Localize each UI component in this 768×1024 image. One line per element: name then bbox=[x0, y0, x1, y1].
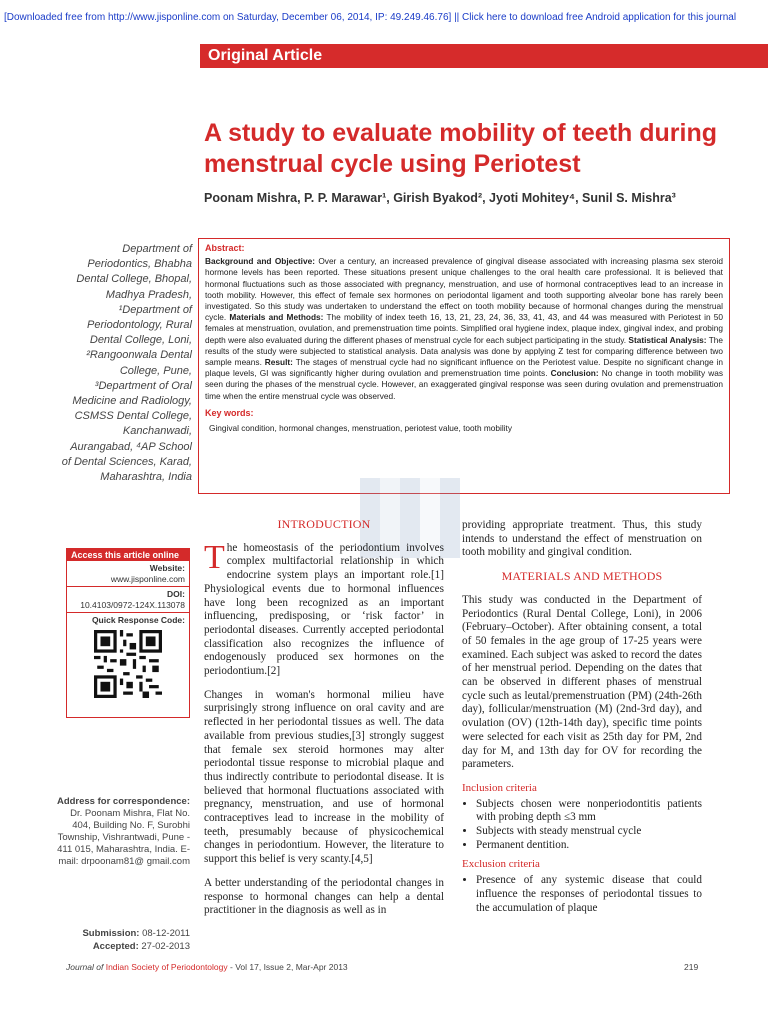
footer-journal-prefix: Journal of bbox=[66, 962, 104, 972]
doi-row bbox=[67, 587, 189, 613]
intro-paragraph-2: Changes in woman's hormonal milieu have surprisingly strong influence on oral cavity and are reflected in her periodontal tissues as well. The data available from previous studies,[3] strongly suggest that female sex steroid hormones may alter periodontal tissue response to microbial plaque and thus indirectly contribute to periodontal disease. It is believed that hormonal fluctuations associated with pregnancy, menstruation, and use of hormonal contraceptives lead to increase in the mobility of teeth, presumably because of physicochemical changes in periodontium. However, the literature to support this belief is very scanty.[4,5] bbox=[204, 688, 444, 866]
access-article-box bbox=[66, 548, 190, 718]
website-row bbox=[67, 561, 189, 587]
doi-value[interactable]: 10.4103/0972-124X.113078 bbox=[80, 599, 185, 610]
exclusion-criteria-heading: Exclusion criteria bbox=[462, 858, 540, 871]
author-list: Poonam Mishra, P. P. Marawar¹, Girish Byakod², Jyoti Mohitey⁴, Sunil S. Mishra³ bbox=[204, 191, 676, 205]
website-link[interactable]: www.jisponline.com bbox=[110, 573, 185, 584]
left-text-column bbox=[204, 518, 444, 928]
intro-continuation: providing appropriate treatment. Thus, this study intends to understand the effect of menstruation on tooth mobility and gingival condition. bbox=[462, 519, 702, 559]
article-type-label: Original Article bbox=[200, 44, 768, 68]
abstract-text bbox=[205, 256, 723, 402]
exclusion-criteria-list bbox=[462, 874, 702, 915]
right-text-column bbox=[462, 519, 702, 921]
article-title: A study to evaluate mobility of teeth during menstrual cycle using Periotest bbox=[204, 119, 718, 178]
introduction-heading: INTRODUCTION bbox=[277, 517, 371, 531]
inclusion-criteria-list bbox=[462, 798, 702, 853]
abstract-background-text: Over a century, an increased prevalence of gingival disease associated with increasing plasma sex steroid hormone levels has been reported. These situations present unique challenges to the oral health care professional. It is believed that hormonal fluctuations such as those associated with pregnancy, menstruation, and use of hormonal contraceptives lead to an increase in tooth mobility. However, this effect of female sex hormones on periodontal ligament and tooth supporting alveolar bone has rarely been investigated. So this study was undertaken to understand the effect on tooth mobility because of hormonal changes during the menstrual cycle. bbox=[205, 256, 723, 323]
page-number: 219 bbox=[684, 962, 699, 972]
accepted-date: 27-02-2013 bbox=[141, 940, 190, 952]
abstract-result-label: Result: bbox=[264, 357, 293, 368]
submission-date-row bbox=[56, 928, 190, 941]
correspondence-label: Address for correspondence: bbox=[56, 796, 190, 807]
qr-row bbox=[67, 613, 189, 700]
keywords-list: Gingival condition, hormonal changes, menstruation, periotest value, tooth mobility bbox=[209, 423, 513, 434]
accepted-date-row bbox=[56, 941, 190, 954]
footer-issue: - Vol 17, Issue 2, Mar-Apr 2013 bbox=[230, 962, 348, 972]
intro-paragraph-1-text: he homeostasis of the periodontium involves complex multifactorial relationship in which endocrine system plays an important role.[1] Physiological events due to hormonal influences have long been recognized as an important influencing, predisposing, or ‘risk factor’ in periodontal diseases. Currently accepted periodontal classification also recognizes the influence of endogenously produced sex hormones on the periodontium.[2] bbox=[204, 541, 444, 678]
submission-dates bbox=[56, 928, 190, 953]
author-affiliations: Department of Periodontics, Bhabha Dental College, Bhopal, Madhya Pradesh, ¹Department of Periodontology, Rural Dental College, Loni, ²Rangoonwala Dental College, Pune, ³Department of Oral Medicine and Radiology, CSMSS Dental College, Kanchanwadi, Aurangabad, ⁴AP School of Dental Sciences, Karad, Maharashtra, India bbox=[61, 243, 192, 484]
abstract-methods-text: The mobility of index teeth 16, 13, 21, 23, 24, 36, 33, 41, 43, and 44 was measured with Periotest in 50 females at menstruation, ovulation, and premenstruation time points. Simplified oral hygiene index, plaque index, gingival index, and probing depth were also evaluated during the different phases of menstrual cycle for each subject participating in the study. bbox=[205, 312, 724, 345]
footer-journal-info bbox=[66, 962, 348, 972]
keywords-heading: Key words: bbox=[205, 407, 254, 418]
abstract-statistics-text: The results of the study were subjected to statistical analysis. Data analysis was done by applying Z test for comparing difference between two sample means. bbox=[205, 334, 724, 368]
doi-label: DOI: bbox=[167, 589, 185, 599]
list-item: • Permanent dentition. bbox=[476, 839, 702, 853]
list-item: • Subjects chosen were nonperiodontitis patients with probing depth ≤3 mm bbox=[476, 798, 702, 825]
drop-cap: T bbox=[204, 538, 225, 576]
abstract-result-text: The stages of menstrual cycle had no significant influence on the Periotest value. Despite no significant change in plaque levels, GI was significantly higher during ovulation and premenstruation time points. bbox=[205, 357, 723, 379]
abstract-box bbox=[198, 238, 730, 494]
qr-label: Quick Response Code: bbox=[91, 615, 185, 625]
website-label: Website: bbox=[149, 563, 185, 573]
qr-code-icon[interactable] bbox=[94, 630, 162, 698]
list-item: • Subjects with steady menstrual cycle bbox=[476, 825, 702, 839]
correspondence-text: Dr. Poonam Mishra, Flat No. 404, Building No. F, Surobhi Township, Vishrantwadi, Pune - 411 015, Maharashtra, India. E-mail: drpoonam81@ gmail.com bbox=[57, 808, 190, 868]
abstract-methods-label: Materials and Methods: bbox=[229, 312, 324, 323]
submission-label: Submission: bbox=[82, 928, 140, 939]
accepted-label: Accepted: bbox=[92, 940, 139, 952]
inclusion-criteria-heading: Inclusion criteria bbox=[462, 781, 537, 794]
abstract-heading: Abstract: bbox=[205, 243, 245, 253]
abstract-background-label: Background and Objective: bbox=[205, 256, 315, 267]
abstract-statistics-label: Statistical Analysis: bbox=[628, 334, 707, 345]
footer-journal-name: Indian Society of Periodontology bbox=[105, 962, 228, 972]
materials-methods-paragraph: This study was conducted in the Department of Periodontics (Rural Dental College, Loni), in 2006 (February–October). After obtaining consent, a total of 50 females in the age group of 17-25 years were examined. Each subject was asked to record the dates of her menstrual period. Depending on the dates that can be observed in different phases of menstrual cycle such as leutal/premenstruation (PM) (24th-26th day), follicular/menstruation (M) (2nd-3rd day), and ovulation (OV) (12th-14th day), specific time points were selected for each visit as 25th day for PM, 2nd day for M, and 13th day for OV for recording the parameters. bbox=[462, 593, 702, 771]
abstract-conclusion-text: No change in tooth mobility was seen during the phases of the menstrual cycle. However, an exaggerated gingival response was seen during ovulation and premenstruation time when the entire menstrual cycle was observed. bbox=[205, 368, 723, 401]
access-box-heading: Access this article online bbox=[67, 549, 189, 561]
list-item: • Presence of any systemic disease that could influence the responses of periodontal tissues to the accumulation of plaque bbox=[476, 874, 702, 915]
materials-methods-heading: MATERIALS AND METHODS bbox=[501, 569, 663, 584]
intro-paragraph-1 bbox=[204, 538, 444, 679]
intro-paragraph-3: A better understanding of the periodontal changes in response to hormonal changes can help a dental practitioner in the diagnosis as well as in bbox=[204, 876, 444, 917]
download-banner[interactable]: [Downloaded free from http://www.jisponline.com on Saturday, December 06, 2014, IP: 49.249.46.76] || Click here to download free Android application for this journal bbox=[4, 12, 737, 23]
submission-date: 08-12-2011 bbox=[142, 928, 190, 939]
abstract-conclusion-label: Conclusion: bbox=[550, 368, 599, 379]
correspondence-address bbox=[56, 796, 190, 869]
